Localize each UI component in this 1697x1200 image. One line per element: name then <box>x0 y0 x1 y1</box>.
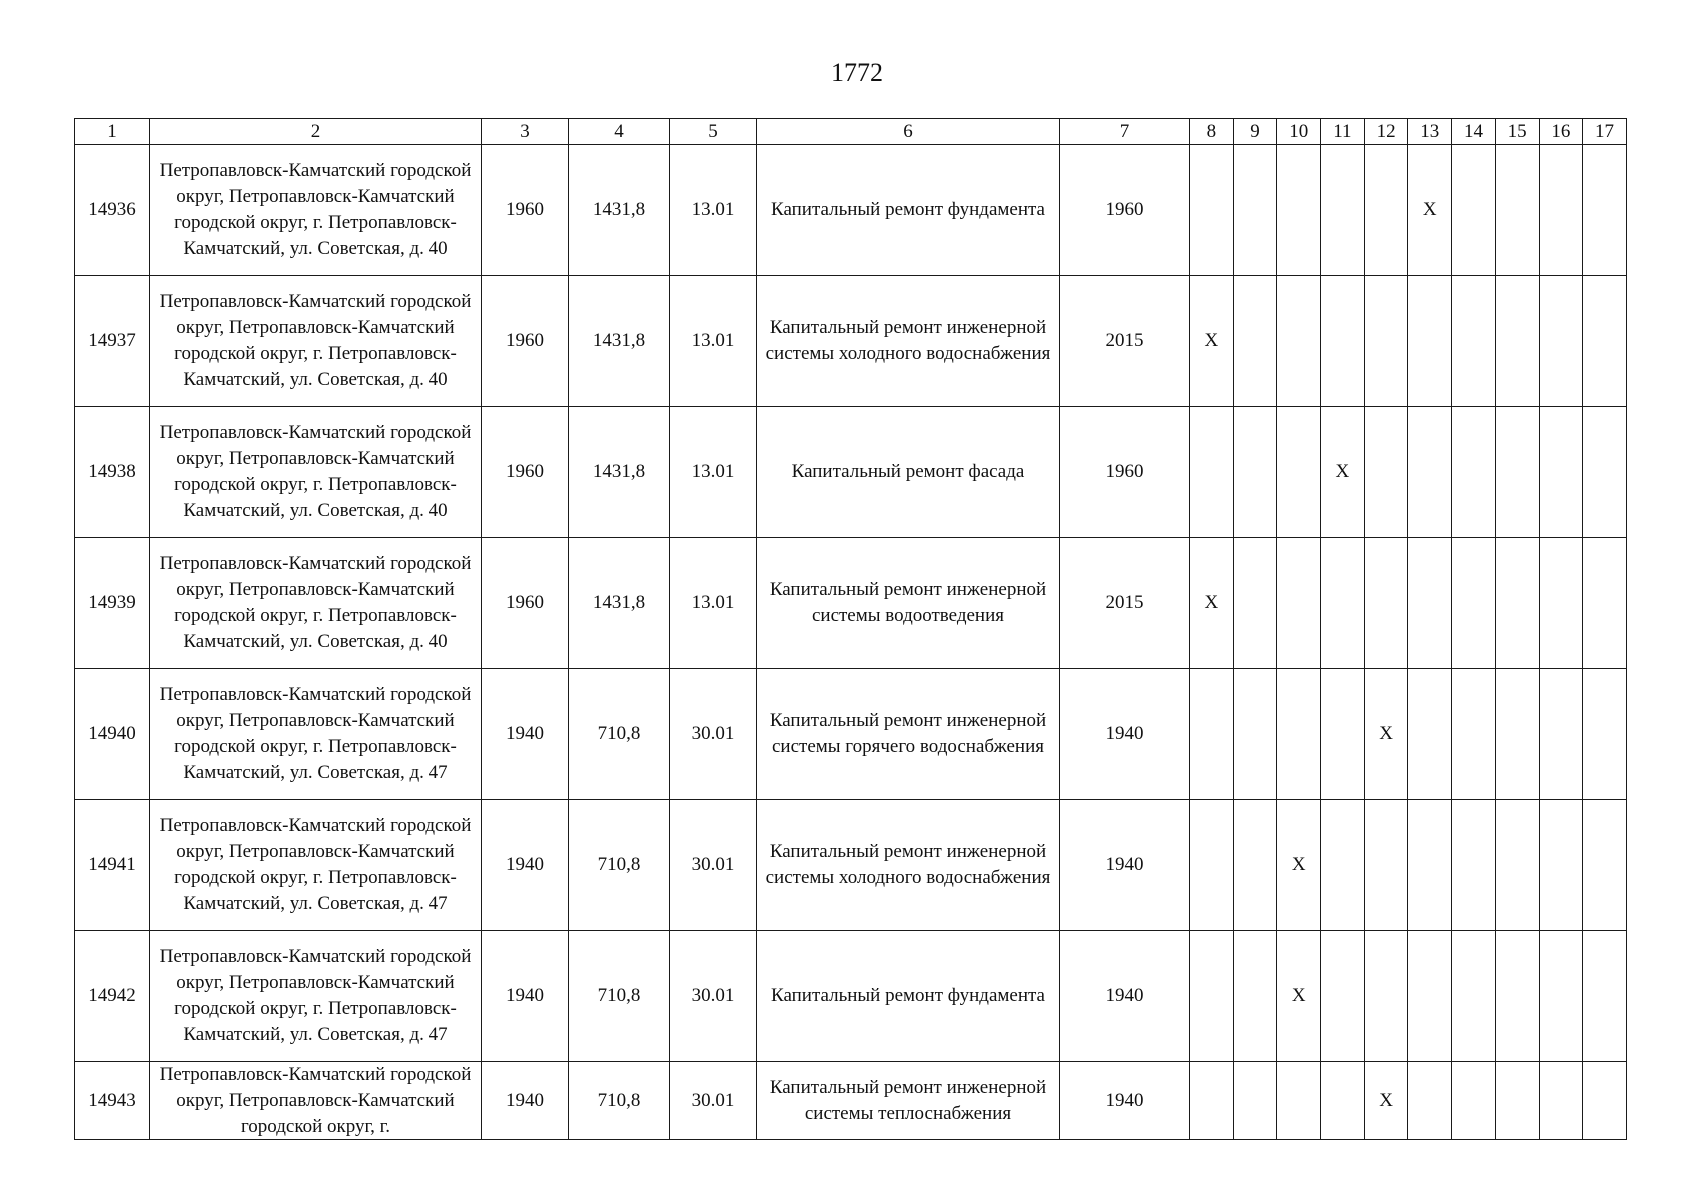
repair-year-cell: 1940 <box>1060 800 1190 931</box>
mark-cell <box>1583 538 1627 669</box>
mark-cell <box>1364 145 1408 276</box>
code-cell: 13.01 <box>670 145 757 276</box>
mark-cell <box>1190 669 1234 800</box>
mark-cell <box>1233 145 1277 276</box>
header-row <box>75 119 1627 145</box>
mark-cell <box>1539 1062 1583 1140</box>
area-cell: 710,8 <box>569 669 670 800</box>
area-cell: 710,8 <box>569 800 670 931</box>
mark-cell: X <box>1364 669 1408 800</box>
table-row <box>75 538 1627 669</box>
mark-cell: X <box>1190 538 1234 669</box>
mark-cell: X <box>1190 276 1234 407</box>
year-built-cell: 1960 <box>482 145 569 276</box>
mark-cell <box>1321 931 1365 1062</box>
mark-cell <box>1539 800 1583 931</box>
mark-cell <box>1233 669 1277 800</box>
row-id: 14939 <box>75 538 150 669</box>
year-built-cell: 1960 <box>482 407 569 538</box>
mark-cell <box>1233 1062 1277 1140</box>
year-built-cell: 1960 <box>482 538 569 669</box>
address-cell: Петропавловск-Камчатский городской округ, Петропавловск-Камчатский городской округ, г. Петропавловск-Камчатский, ул. Советская, д. 40 <box>150 407 482 538</box>
mark-cell <box>1539 276 1583 407</box>
mark-cell <box>1408 538 1452 669</box>
repair-year-cell: 2015 <box>1060 276 1190 407</box>
mark-cell <box>1321 538 1365 669</box>
column-header: 7 <box>1060 119 1190 145</box>
mark-cell <box>1233 538 1277 669</box>
code-cell: 13.01 <box>670 538 757 669</box>
repair-year-cell: 1940 <box>1060 669 1190 800</box>
mark-cell <box>1495 931 1539 1062</box>
year-built-cell: 1940 <box>482 669 569 800</box>
column-header: 5 <box>670 119 757 145</box>
year-built-cell: 1940 <box>482 931 569 1062</box>
row-id: 14936 <box>75 145 150 276</box>
mark-cell <box>1277 145 1321 276</box>
mark-cell <box>1583 145 1627 276</box>
code-cell: 30.01 <box>670 800 757 931</box>
mark-cell <box>1277 1062 1321 1140</box>
address-cell: Петропавловск-Камчатский городской округ, Петропавловск-Камчатский городской округ, г. Петропавловск-Камчатский, ул. Советская, д. 40 <box>150 145 482 276</box>
code-cell: 13.01 <box>670 276 757 407</box>
mark-cell <box>1495 145 1539 276</box>
mark-cell <box>1452 145 1496 276</box>
mark-cell <box>1495 407 1539 538</box>
mark-cell: X <box>1277 800 1321 931</box>
work-type-cell: Капитальный ремонт фасада <box>757 407 1060 538</box>
address-cell <box>150 1062 482 1140</box>
column-header: 12 <box>1364 119 1408 145</box>
column-header: 8 <box>1190 119 1234 145</box>
table-row <box>75 407 1627 538</box>
code-cell: 30.01 <box>670 1062 757 1140</box>
mark-cell <box>1408 669 1452 800</box>
mark-cell <box>1452 1062 1496 1140</box>
column-header: 3 <box>482 119 569 145</box>
address-cell: Петропавловск-Камчатский городской округ, Петропавловск-Камчатский городской округ, г. Петропавловск-Камчатский, ул. Советская, д. 40 <box>150 538 482 669</box>
area-cell: 1431,8 <box>569 538 670 669</box>
work-type-cell: Капитальный ремонт инженерной системы водоотведения <box>757 538 1060 669</box>
year-built-cell: 1940 <box>482 1062 569 1140</box>
mark-cell <box>1277 276 1321 407</box>
mark-cell <box>1408 931 1452 1062</box>
address-cell: Петропавловск-Камчатский городской округ, Петропавловск-Камчатский городской округ, г. Петропавловск-Камчатский, ул. Советская, д. 47 <box>150 800 482 931</box>
table-row <box>75 800 1627 931</box>
year-built-cell: 1940 <box>482 800 569 931</box>
mark-cell <box>1408 407 1452 538</box>
table-row <box>75 276 1627 407</box>
mark-cell <box>1408 800 1452 931</box>
mark-cell <box>1321 1062 1365 1140</box>
repair-year-cell: 1960 <box>1060 407 1190 538</box>
mark-cell <box>1495 1062 1539 1140</box>
page-number: 1772 <box>831 58 883 87</box>
mark-cell <box>1452 800 1496 931</box>
mark-cell <box>1583 931 1627 1062</box>
table-row <box>75 669 1627 800</box>
mark-cell <box>1539 931 1583 1062</box>
mark-cell <box>1321 669 1365 800</box>
repair-schedule-table <box>74 118 1627 1140</box>
work-type-cell: Капитальный ремонт фундамента <box>757 931 1060 1062</box>
row-id: 14941 <box>75 800 150 931</box>
repair-year-cell: 1940 <box>1060 931 1190 1062</box>
mark-cell <box>1364 800 1408 931</box>
mark-cell <box>1495 538 1539 669</box>
mark-cell <box>1190 931 1234 1062</box>
column-header: 17 <box>1583 119 1627 145</box>
mark-cell <box>1364 931 1408 1062</box>
mark-cell <box>1408 276 1452 407</box>
column-header: 10 <box>1277 119 1321 145</box>
code-cell: 30.01 <box>670 931 757 1062</box>
work-type-cell: Капитальный ремонт фундамента <box>757 145 1060 276</box>
mark-cell: X <box>1364 1062 1408 1140</box>
mark-cell <box>1539 145 1583 276</box>
area-cell: 1431,8 <box>569 145 670 276</box>
address-text: Петропавловск-Камчатский городской округ, Петропавловск-Камчатский городской округ, г. <box>159 1064 472 1137</box>
code-cell: 13.01 <box>670 407 757 538</box>
mark-cell: X <box>1408 145 1452 276</box>
mark-cell <box>1233 276 1277 407</box>
column-header: 14 <box>1452 119 1496 145</box>
mark-cell <box>1495 669 1539 800</box>
row-id: 14942 <box>75 931 150 1062</box>
mark-cell <box>1277 669 1321 800</box>
work-type-cell: Капитальный ремонт инженерной системы холодного водоснабжения <box>757 800 1060 931</box>
row-id: 14943 <box>75 1062 150 1140</box>
mark-cell <box>1364 538 1408 669</box>
column-header: 15 <box>1495 119 1539 145</box>
area-cell: 710,8 <box>569 931 670 1062</box>
mark-cell: X <box>1277 931 1321 1062</box>
mark-cell <box>1233 931 1277 1062</box>
address-cell: Петропавловск-Камчатский городской округ, Петропавловск-Камчатский городской округ, г. Петропавловск-Камчатский, ул. Советская, д. 47 <box>150 931 482 1062</box>
column-header: 6 <box>757 119 1060 145</box>
column-header: 4 <box>569 119 670 145</box>
mark-cell <box>1408 1062 1452 1140</box>
repair-year-cell: 1940 <box>1060 1062 1190 1140</box>
mark-cell <box>1321 145 1365 276</box>
mark-cell <box>1277 538 1321 669</box>
repair-year-cell: 1960 <box>1060 145 1190 276</box>
mark-cell <box>1583 800 1627 931</box>
address-cell: Петропавловск-Камчатский городской округ, Петропавловск-Камчатский городской округ, г. Петропавловск-Камчатский, ул. Советская, д. 40 <box>150 276 482 407</box>
mark-cell <box>1190 407 1234 538</box>
table-row <box>75 1062 1627 1140</box>
row-id: 14940 <box>75 669 150 800</box>
area-cell: 1431,8 <box>569 276 670 407</box>
mark-cell <box>1190 145 1234 276</box>
mark-cell <box>1277 407 1321 538</box>
column-header: 16 <box>1539 119 1583 145</box>
mark-cell <box>1539 669 1583 800</box>
mark-cell <box>1583 276 1627 407</box>
table-row <box>75 145 1627 276</box>
mark-cell <box>1539 538 1583 669</box>
mark-cell <box>1321 276 1365 407</box>
column-header: 2 <box>150 119 482 145</box>
table-row <box>75 931 1627 1062</box>
mark-cell <box>1233 800 1277 931</box>
row-id: 14937 <box>75 276 150 407</box>
mark-cell <box>1452 669 1496 800</box>
mark-cell <box>1452 931 1496 1062</box>
mark-cell <box>1190 800 1234 931</box>
row-id: 14938 <box>75 407 150 538</box>
mark-cell <box>1583 669 1627 800</box>
work-type-cell: Капитальный ремонт инженерной системы холодного водоснабжения <box>757 276 1060 407</box>
mark-cell <box>1583 407 1627 538</box>
mark-cell <box>1190 1062 1234 1140</box>
mark-cell <box>1452 538 1496 669</box>
mark-cell <box>1452 407 1496 538</box>
mark-cell: X <box>1321 407 1365 538</box>
address-cell: Петропавловск-Камчатский городской округ, Петропавловск-Камчатский городской округ, г. Петропавловск-Камчатский, ул. Советская, д. 47 <box>150 669 482 800</box>
mark-cell <box>1583 1062 1627 1140</box>
mark-cell <box>1495 800 1539 931</box>
area-cell: 1431,8 <box>569 407 670 538</box>
mark-cell <box>1364 407 1408 538</box>
year-built-cell: 1960 <box>482 276 569 407</box>
mark-cell <box>1539 407 1583 538</box>
mark-cell <box>1233 407 1277 538</box>
mark-cell <box>1495 276 1539 407</box>
repair-year-cell: 2015 <box>1060 538 1190 669</box>
mark-cell <box>1321 800 1365 931</box>
work-type-cell: Капитальный ремонт инженерной системы горячего водоснабжения <box>757 669 1060 800</box>
mark-cell <box>1364 276 1408 407</box>
mark-cell <box>1452 276 1496 407</box>
column-header: 13 <box>1408 119 1452 145</box>
column-header: 9 <box>1233 119 1277 145</box>
code-cell: 30.01 <box>670 669 757 800</box>
area-cell: 710,8 <box>569 1062 670 1140</box>
column-header: 1 <box>75 119 150 145</box>
work-type-cell: Капитальный ремонт инженерной системы теплоснабжения <box>757 1062 1060 1140</box>
column-header: 11 <box>1321 119 1365 145</box>
